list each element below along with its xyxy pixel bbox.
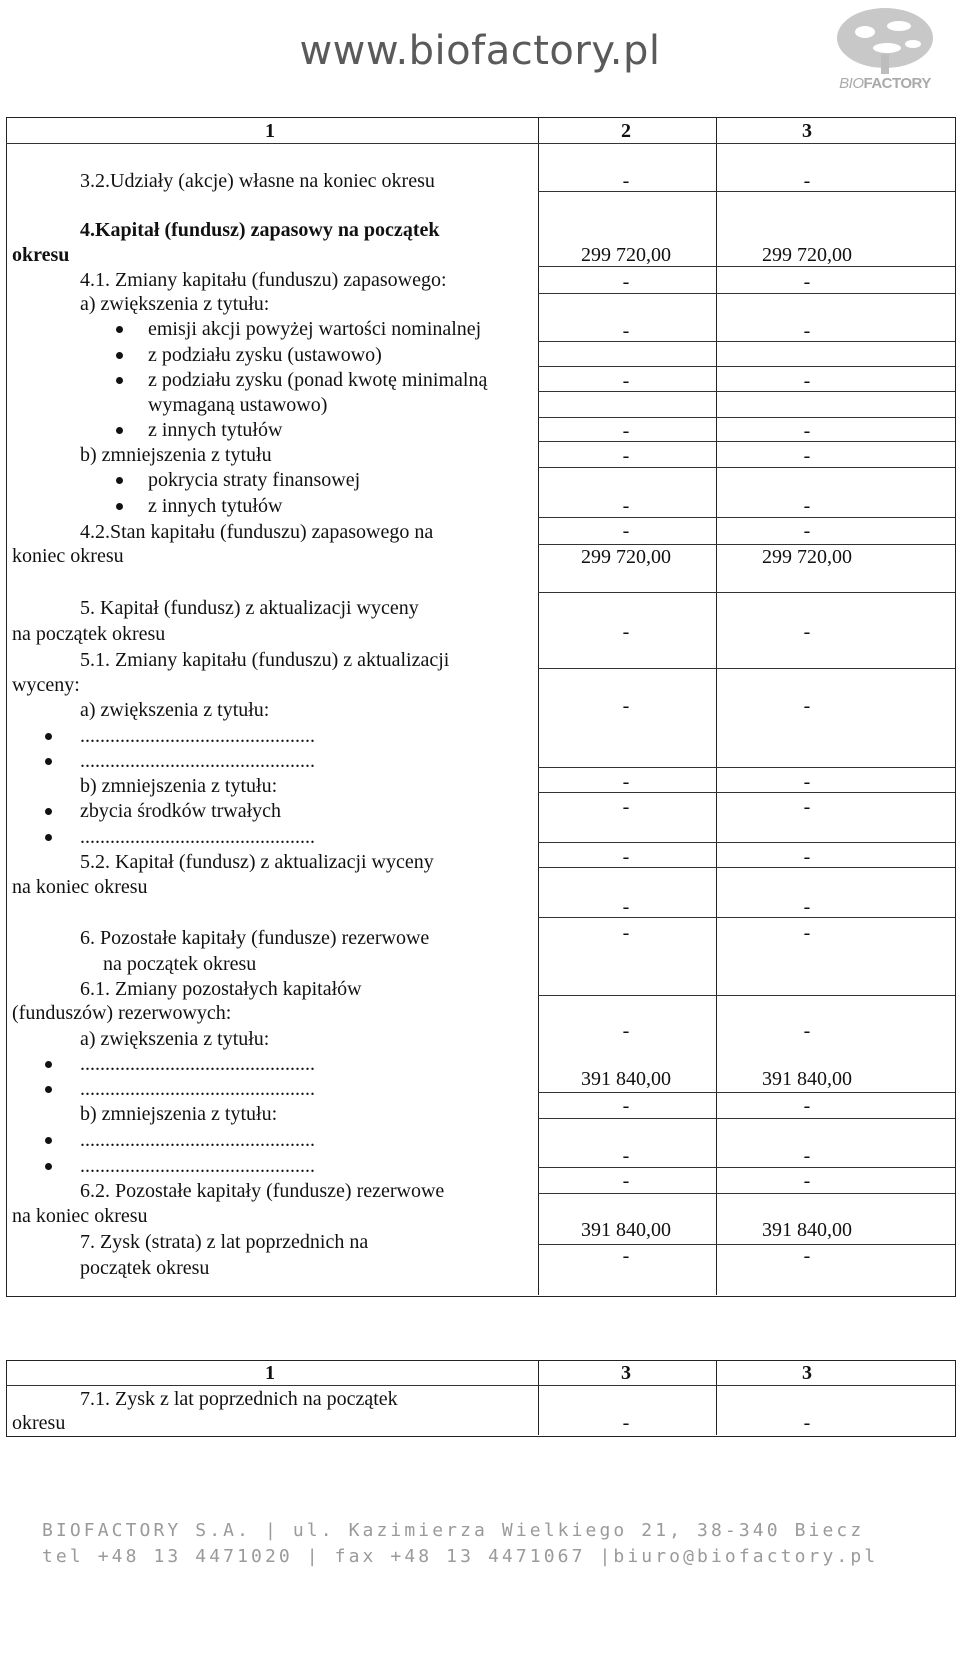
row-6-1-b-col2: - xyxy=(622,1145,630,1167)
row-5-2-label: 5.2. Kapitał (fundusz) z aktualizacji wyceny xyxy=(80,851,434,873)
row-zbycia-col2: - xyxy=(622,796,630,818)
row-innych1-label: z innych tytułów xyxy=(148,419,283,441)
col-header-3: 3 xyxy=(802,120,812,142)
row-4-2-col3: 299 720,00 xyxy=(762,546,852,568)
row-emisja-col2: - xyxy=(622,320,630,342)
row-6-label: 6. Pozostałe kapitały (fundusze) rezerwowe xyxy=(80,927,430,949)
tree-logo-icon xyxy=(815,2,955,82)
footer-contact: tel +48 13 4471020 | fax +48 13 4471067 |biuro@biofactory.pl xyxy=(42,1546,879,1567)
row-7-col3: - xyxy=(803,1245,811,1267)
bullet-icon xyxy=(45,834,52,841)
row-5-1-a-label: a) zwiększenia z tytułu: xyxy=(80,699,270,721)
row-7-1-col2: - xyxy=(622,1412,630,1434)
row-innych1-col2: - xyxy=(622,420,630,442)
bullet-icon xyxy=(116,377,123,384)
row-5-1-b-label: b) zmniejszenia z tytułu: xyxy=(80,775,278,797)
row-5-col3: - xyxy=(803,621,811,643)
row-emisja-label: emisji akcji powyżej wartości nominalnej xyxy=(148,318,482,340)
row-6-1-y-col2: - xyxy=(622,1170,630,1192)
bullet-icon xyxy=(116,427,123,434)
row-4-label: 4.Kapitał (fundusz) zapasowy na początek xyxy=(80,219,440,241)
row-4-1-b-col2: - xyxy=(622,445,630,467)
row-5-col2: - xyxy=(622,621,630,643)
row-7-1-label: 7.1. Zysk z lat poprzednich na początek xyxy=(80,1388,398,1410)
bullet-icon xyxy=(45,733,52,740)
row-7-label: 7. Zysk (strata) z lat poprzednich na xyxy=(80,1231,369,1253)
row-5-2-col2: - xyxy=(622,846,630,868)
row-5-2-col3b: - xyxy=(803,896,811,918)
t2-col-header-2: 3 xyxy=(621,1362,631,1384)
bullet-icon xyxy=(116,477,123,484)
row-4-label-cont: okresu xyxy=(12,244,70,266)
row-3-2-label: 3.2.Udziały (akcje) własne na koniec okresu xyxy=(80,170,435,192)
row-5-dots-1: ............................................... xyxy=(80,725,315,747)
row-podzial2-col3: - xyxy=(803,370,811,392)
row-7-1-label-cont: okresu xyxy=(12,1412,66,1434)
bullet-icon xyxy=(116,352,123,359)
row-7-col2: - xyxy=(622,1245,630,1267)
row-5-1-a-col3: - xyxy=(803,695,811,717)
row-6-dots-4: ............................................... xyxy=(80,1155,315,1177)
t2-col-header-3: 3 xyxy=(802,1362,812,1384)
row-podzial2-label: z podziału zysku (ponad kwotę minimalną xyxy=(148,369,488,391)
col-header-1: 1 xyxy=(265,120,275,142)
row-podzial1-label: z podziału zysku (ustawowo) xyxy=(148,344,382,366)
row-7-label-cont: początek okresu xyxy=(80,1257,210,1279)
row-6-1-a-col3: 391 840,00 xyxy=(762,1068,852,1090)
row-6-col3: - xyxy=(803,922,811,944)
bullet-icon xyxy=(116,503,123,510)
row-5-1-label-cont: wyceny: xyxy=(12,674,80,696)
bullet-icon xyxy=(45,1137,52,1144)
row-4-col2: 299 720,00 xyxy=(581,244,671,266)
t2-col-header-1: 1 xyxy=(265,1362,275,1384)
bullet-icon xyxy=(45,1086,52,1093)
row-6-1-label: 6.1. Zmiany pozostałych kapitałów xyxy=(80,978,362,1000)
row-6-1-x-col2: - xyxy=(622,1095,630,1117)
row-4-1-a-label: a) zwiększenia z tytułu: xyxy=(80,293,270,315)
row-4-1-col2: - xyxy=(622,271,630,293)
row-3-2-col3: - xyxy=(803,170,811,192)
row-5-dots-2: ............................................... xyxy=(80,750,315,772)
row-podzial2-col2: - xyxy=(622,370,630,392)
row-4-2-col2a: - xyxy=(622,520,630,542)
bullet-icon xyxy=(45,808,52,815)
row-pokrycia-label: pokrycia straty finansowej xyxy=(148,469,361,491)
row-6-1-col3: - xyxy=(803,1020,811,1042)
row-5-1-a-col2: - xyxy=(622,695,630,717)
row-5-1-label: 5.1. Zmiany kapitału (funduszu) z aktualizacji xyxy=(80,649,450,671)
row-7-1-col3: - xyxy=(803,1412,811,1434)
col-header-2: 2 xyxy=(621,120,631,142)
row-6-1-a-label: a) zwiększenia z tytułu: xyxy=(80,1028,270,1050)
row-innych1-col3: - xyxy=(803,420,811,442)
bullet-icon xyxy=(45,1061,52,1068)
row-5-1-b-col2: - xyxy=(622,771,630,793)
footer-address: BIOFACTORY S.A. | ul. Kazimierza Wielkiego 21, 38-340 Biecz xyxy=(42,1520,865,1541)
row-6-1-x-col3: - xyxy=(803,1095,811,1117)
row-6-label-cont: na początek okresu xyxy=(103,953,257,975)
row-5-1-b-col3: - xyxy=(803,771,811,793)
row-6-1-label-cont: (funduszów) rezerwowych: xyxy=(12,1002,232,1024)
row-innych2-col3: - xyxy=(803,495,811,517)
bullet-icon xyxy=(45,1163,52,1170)
row-6-1-b-label: b) zmniejszenia z tytułu: xyxy=(80,1103,278,1125)
row-5-2-col3: - xyxy=(803,846,811,868)
row-6-dots-1: ............................................... xyxy=(80,1053,315,1075)
row-4-2-col3a: - xyxy=(803,520,811,542)
row-5-label: 5. Kapitał (fundusz) z aktualizacji wyceny xyxy=(80,597,419,619)
row-innych2-col2: - xyxy=(622,495,630,517)
row-6-2-label: 6.2. Pozostałe kapitały (fundusze) rezerwowe xyxy=(80,1180,445,1202)
row-4-1-b-label: b) zmniejszenia z tytułu xyxy=(80,444,272,466)
row-6-1-b-col3: - xyxy=(803,1145,811,1167)
row-6-1-a-col2: 391 840,00 xyxy=(581,1068,671,1090)
row-6-1-y-col3: - xyxy=(803,1170,811,1192)
row-zbycia-col3: - xyxy=(803,796,811,818)
logo-wordmark: BIOFACTORY xyxy=(839,75,931,92)
row-6-2-label-cont: na koniec okresu xyxy=(12,1205,148,1227)
row-6-col2: - xyxy=(622,922,630,944)
row-6-dots-2: ............................................... xyxy=(80,1078,315,1100)
biofactory-logo xyxy=(815,2,955,94)
row-6-2-col2: 391 840,00 xyxy=(581,1219,671,1241)
bullet-icon xyxy=(116,326,123,333)
row-innych2-label: z innych tytułów xyxy=(148,495,283,517)
row-4-1-col3: - xyxy=(803,271,811,293)
row-5-2-col2b: - xyxy=(622,896,630,918)
row-5-2-label-cont: na koniec okresu xyxy=(12,876,148,898)
row-podzial2-label-cont: wymaganą ustawowo) xyxy=(148,394,328,416)
bullet-icon xyxy=(45,758,52,765)
row-4-2-label: 4.2.Stan kapitału (funduszu) zapasowego na xyxy=(80,521,434,543)
row-3-2-col2: - xyxy=(622,170,630,192)
row-6-1-col2: - xyxy=(622,1020,630,1042)
row-zbycia-label: zbycia środków trwałych xyxy=(80,800,282,822)
row-emisja-col3: - xyxy=(803,320,811,342)
row-4-col3: 299 720,00 xyxy=(762,244,852,266)
row-4-1-label: 4.1. Zmiany kapitału (funduszu) zapasowego: xyxy=(80,269,447,291)
row-6-2-col3: 391 840,00 xyxy=(762,1219,852,1241)
row-5-dots-3: ............................................... xyxy=(80,826,315,848)
row-5-label-cont: na początek okresu xyxy=(12,623,166,645)
row-4-2-col2: 299 720,00 xyxy=(581,546,671,568)
row-4-2-label-cont: koniec okresu xyxy=(12,545,124,567)
row-6-dots-3: ............................................... xyxy=(80,1129,315,1151)
row-4-1-b-col3: - xyxy=(803,445,811,467)
site-url: www.biofactory.pl xyxy=(299,28,661,74)
